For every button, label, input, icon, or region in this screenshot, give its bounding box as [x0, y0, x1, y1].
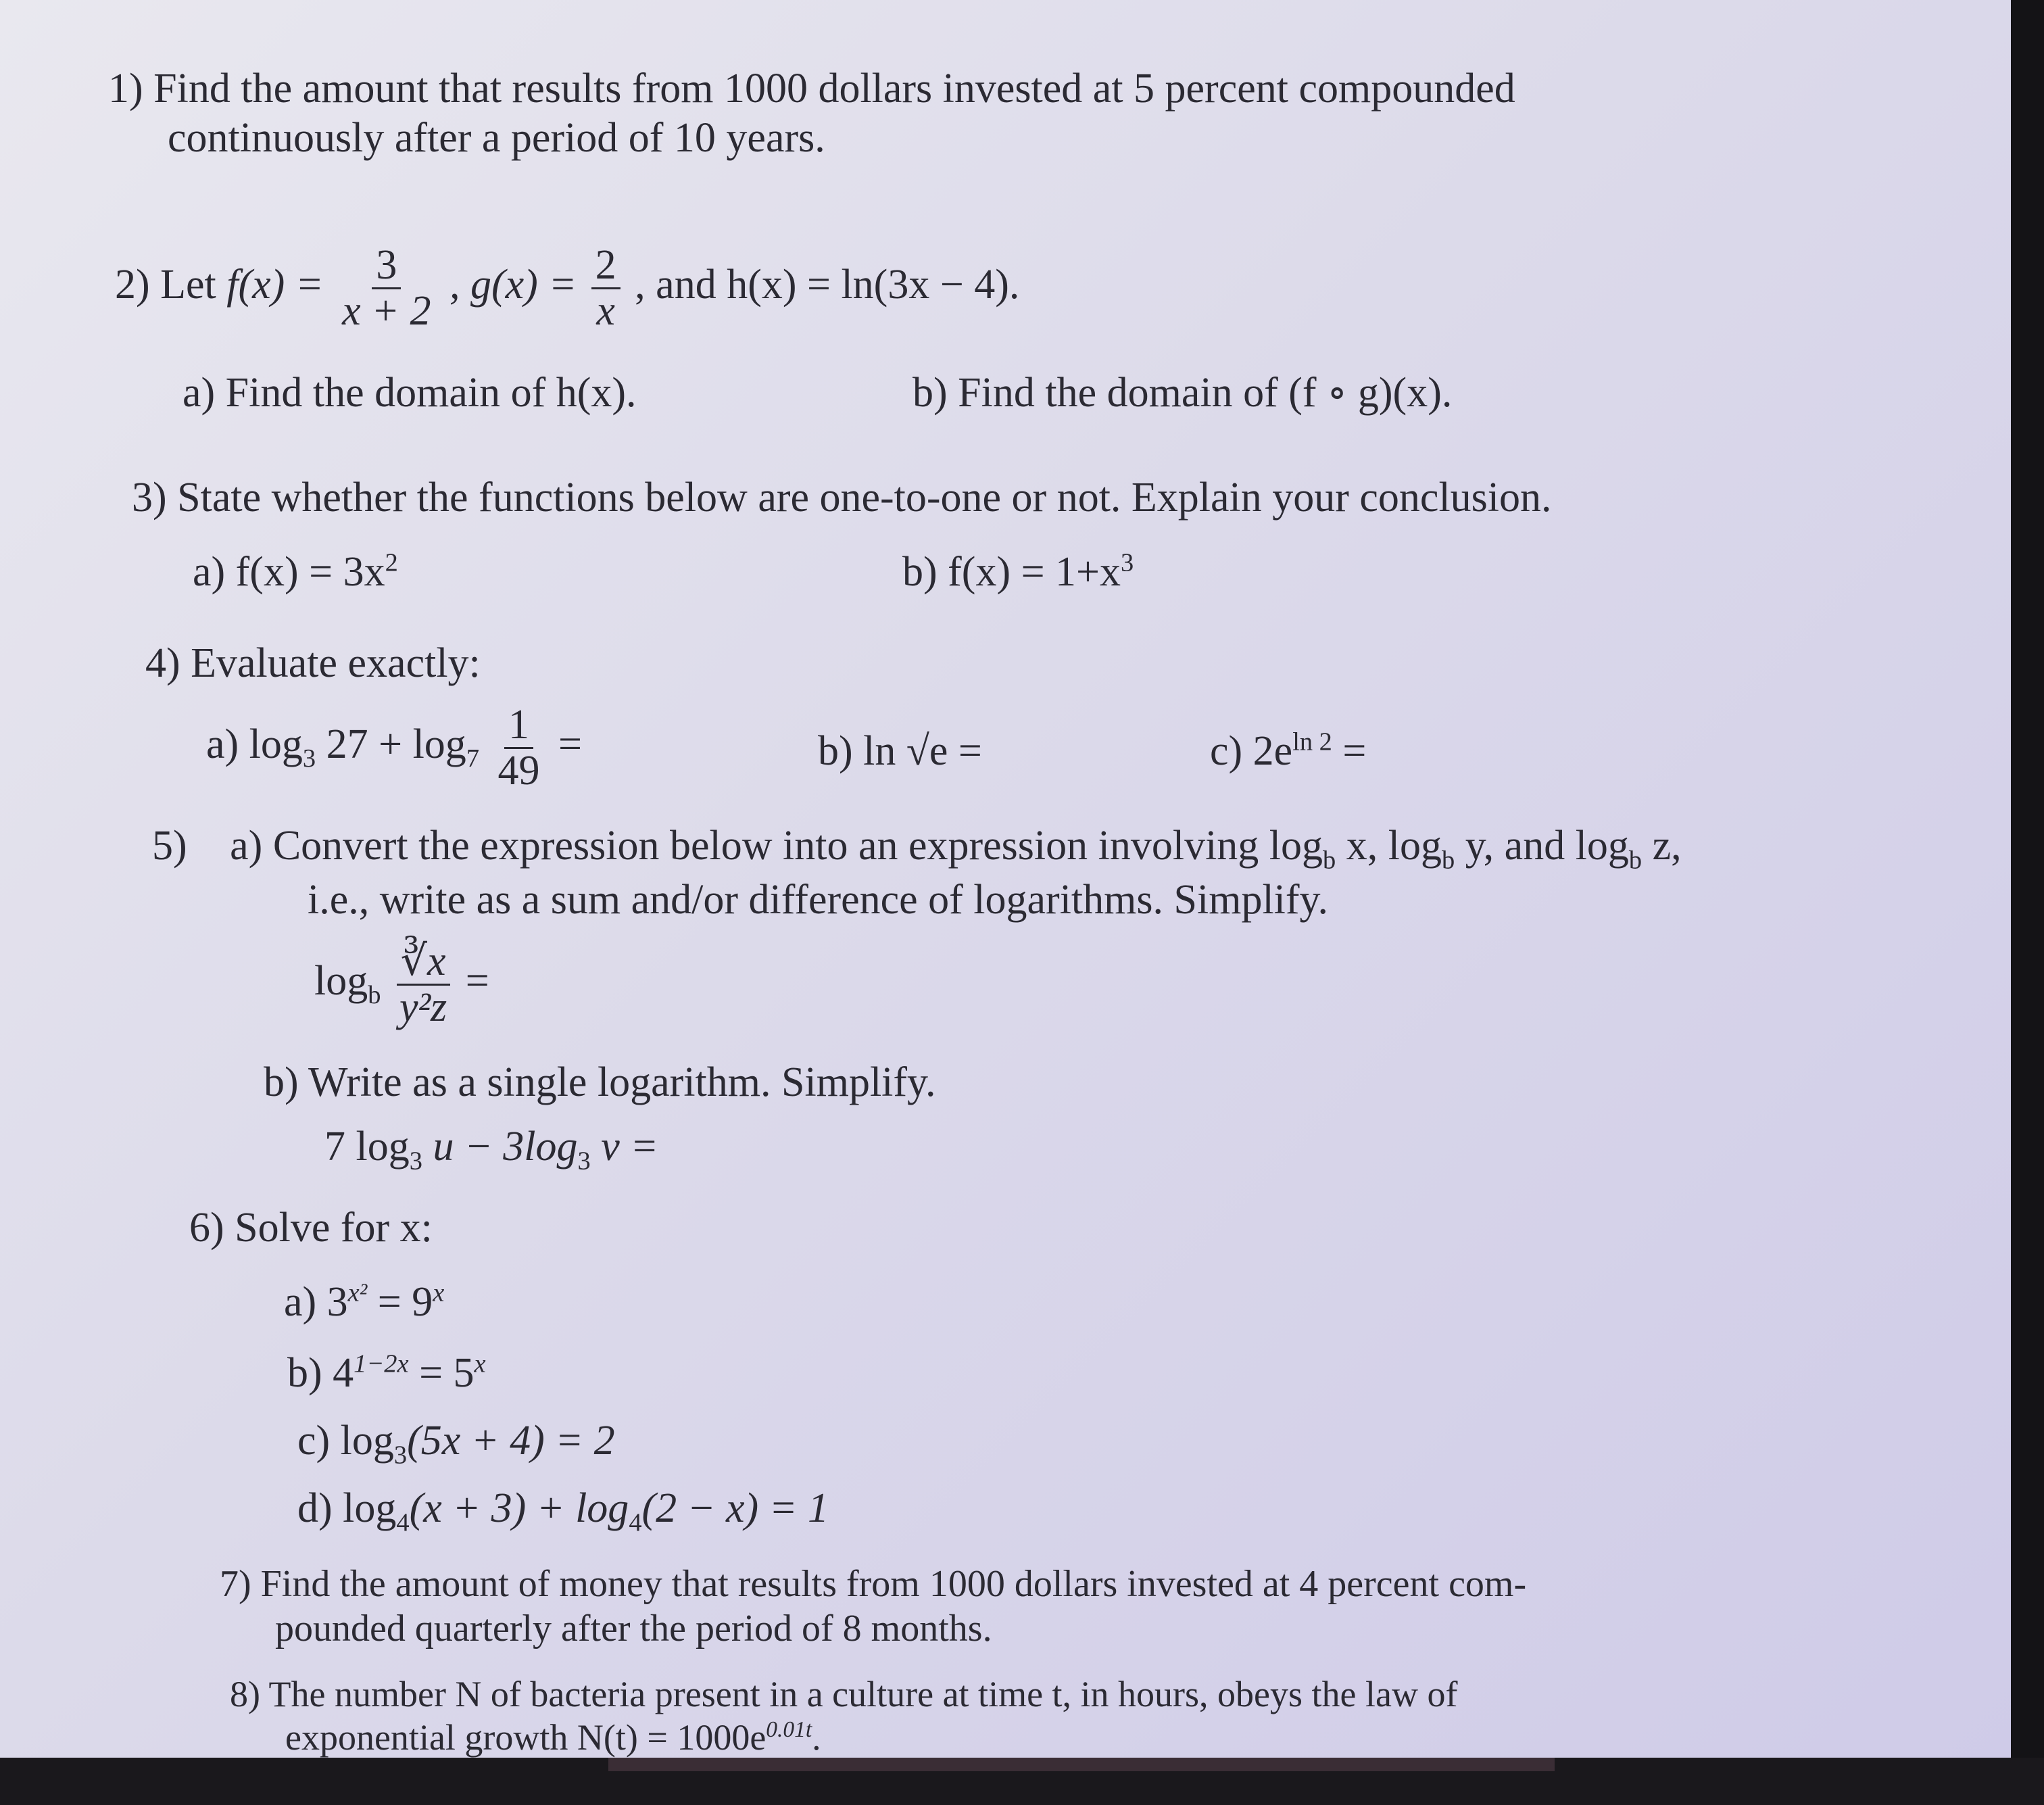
problem-4a [206, 703, 582, 793]
problem-5a-line-1-part-4: z, [1642, 823, 1682, 869]
problem-5a-line-1: a) Convert the expression below into an expression involving log [230, 823, 1323, 869]
f-fraction [338, 243, 435, 333]
problem-8-line-2: exponential growth N(t) = 1000e [285, 1716, 766, 1758]
problem-6d-mid: (x + 3) + log [409, 1485, 629, 1531]
problem-6-text: Solve for x: [235, 1205, 433, 1251]
problem-6b-base: b) 4 [287, 1350, 354, 1396]
bezel-glow [608, 1758, 1555, 1771]
problem-6c [297, 1416, 615, 1471]
problem-4a-mid: 27 + log [316, 721, 466, 767]
g-definition-lhs: , g(x) = [449, 261, 577, 308]
screen-bezel-bottom [0, 1758, 2044, 1805]
problem-5b-part-1: 7 log [324, 1124, 410, 1170]
g-fraction [591, 243, 620, 333]
problem-6c-log: c) log [297, 1418, 394, 1464]
problem-6b-exponent-2: x [474, 1349, 486, 1378]
problem-5-number: 5) [152, 823, 187, 869]
problem-4-text: Evaluate exactly: [191, 640, 481, 686]
problem-4b: b) ln √e = [818, 728, 982, 774]
problem-5a-denominator: y²z [399, 984, 447, 1031]
problem-4-number: 4) [145, 640, 180, 686]
problem-6d-rest: (2 − x) = 1 [641, 1485, 829, 1531]
problem-2-number: 2) [115, 261, 150, 308]
problem-4c [1210, 727, 1366, 776]
problem-6d-log: d) log [297, 1485, 397, 1531]
problem-2 [115, 243, 1019, 333]
problem-5a-base-1: b [1323, 846, 1336, 875]
problem-2b: b) Find the domain of (f ∘ g)(x). [912, 370, 1453, 416]
h-definition: , and h(x) = ln(3x − 4). [635, 261, 1020, 308]
problem-6b-exponent: 1−2x [354, 1349, 409, 1378]
problem-4a-label: a) log [206, 721, 303, 767]
g-denominator: x [596, 288, 615, 335]
problem-5a-numerator: ∛x [397, 940, 450, 986]
problem-5a-fraction [395, 940, 451, 1030]
problem-4 [145, 639, 481, 688]
problem-7 [220, 1562, 1526, 1651]
problem-2a: a) Find the domain of h(x). [182, 370, 637, 416]
problem-8-period: . [812, 1716, 821, 1758]
problem-3a [193, 548, 398, 597]
problem-5b-line-1: b) Write as a single logarithm. Simplify. [264, 1059, 936, 1105]
problem-6c-base: 3 [393, 1441, 408, 1470]
problem-7-number: 7) [220, 1563, 251, 1605]
problem-4a-denominator: 49 [497, 748, 540, 794]
problem-5a-log-base: b [368, 981, 381, 1010]
problem-5b-expression [324, 1122, 658, 1177]
problem-8-number: 8) [230, 1674, 260, 1714]
f-denominator: x + 2 [342, 288, 431, 335]
problem-5a-line-1-part-2: x, log [1336, 823, 1442, 869]
problem-4a-base-1: 3 [302, 744, 316, 773]
problem-5a-base-2: b [1441, 846, 1455, 875]
problem-4a-numerator: 1 [504, 703, 533, 749]
problem-7-line-1: Find the amount of money that results from 1000 dollars invested at 4 percent com- [260, 1563, 1527, 1605]
problem-3b-expr: b) f(x) = 1+x [902, 549, 1121, 595]
problem-3 [132, 473, 1552, 523]
problem-8-line-1: The number N of bacteria present in a culture at time t, in hours, obeys the law of [268, 1674, 1458, 1714]
problem-5b-base-1: 3 [409, 1147, 422, 1176]
problem-3-text: State whether the functions below are one-to-one or not. Explain your conclusion. [177, 475, 1552, 521]
problem-6-number: 6) [189, 1205, 224, 1251]
problem-6b [287, 1349, 486, 1398]
problem-4a-base-2: 7 [466, 744, 480, 773]
problem-6b-mid: = 5 [408, 1350, 474, 1396]
problem-6a-exponent: x² [347, 1278, 368, 1307]
f-definition-lhs: f(x) = [226, 261, 324, 308]
problem-4c-equals: = [1332, 728, 1367, 774]
problem-8-exponent: 0.01t [766, 1716, 812, 1742]
problem-6 [189, 1203, 433, 1253]
problem-1-line-1: Find the amount that results from 1000 dollars invested at 5 percent compounded [153, 66, 1515, 112]
problem-3a-exponent: 2 [385, 548, 398, 577]
problem-1-number: 1) [108, 66, 143, 112]
problem-5a-line-2: i.e., write as a sum and/or difference of logarithms. Simplify. [308, 877, 1329, 923]
problem-4c-exponent: ln 2 [1292, 727, 1332, 756]
problem-5 [152, 821, 1682, 876]
problem-6c-rest: (5x + 4) = 2 [407, 1418, 615, 1464]
problem-4a-equals: = [558, 721, 582, 767]
problem-4a-fraction [494, 703, 544, 793]
problem-5a-log: log [314, 957, 368, 1004]
problem-5a-equals: = [465, 957, 489, 1004]
problem-3b [902, 548, 1134, 597]
problem-5b-base-2: 3 [577, 1147, 591, 1176]
f-numerator: 3 [372, 243, 401, 289]
problem-6a [284, 1278, 444, 1327]
problem-1 [108, 64, 1515, 163]
problem-7-line-2: pounded quarterly after the period of 8 months. [275, 1608, 992, 1650]
problem-3b-exponent: 3 [1121, 548, 1134, 577]
problem-5b-part-2: u − 3log [422, 1124, 578, 1170]
problem-3-number: 3) [132, 475, 167, 521]
problem-2-let: Let [160, 261, 216, 308]
problem-6d-base-1: 4 [396, 1508, 410, 1537]
problem-5a-expression [314, 940, 489, 1030]
problem-6d [297, 1484, 829, 1539]
problem-6d-base-2: 4 [629, 1508, 642, 1537]
problem-6a-exponent-2: x [433, 1278, 445, 1307]
problem-1-line-2: continuously after a period of 10 years. [168, 115, 825, 162]
problem-6a-base: a) 3 [284, 1279, 348, 1325]
problem-3a-expr: a) f(x) = 3x [193, 549, 385, 595]
problem-6a-mid: = 9 [367, 1279, 433, 1325]
problem-5b-part-3: v = [590, 1124, 659, 1170]
problem-8 [230, 1673, 1457, 1758]
problem-4c-label: c) 2e [1210, 728, 1293, 774]
problem-5a-base-3: b [1628, 846, 1642, 875]
g-numerator: 2 [591, 243, 620, 289]
problem-5a-line-1-part-3: y, and log [1455, 823, 1629, 869]
